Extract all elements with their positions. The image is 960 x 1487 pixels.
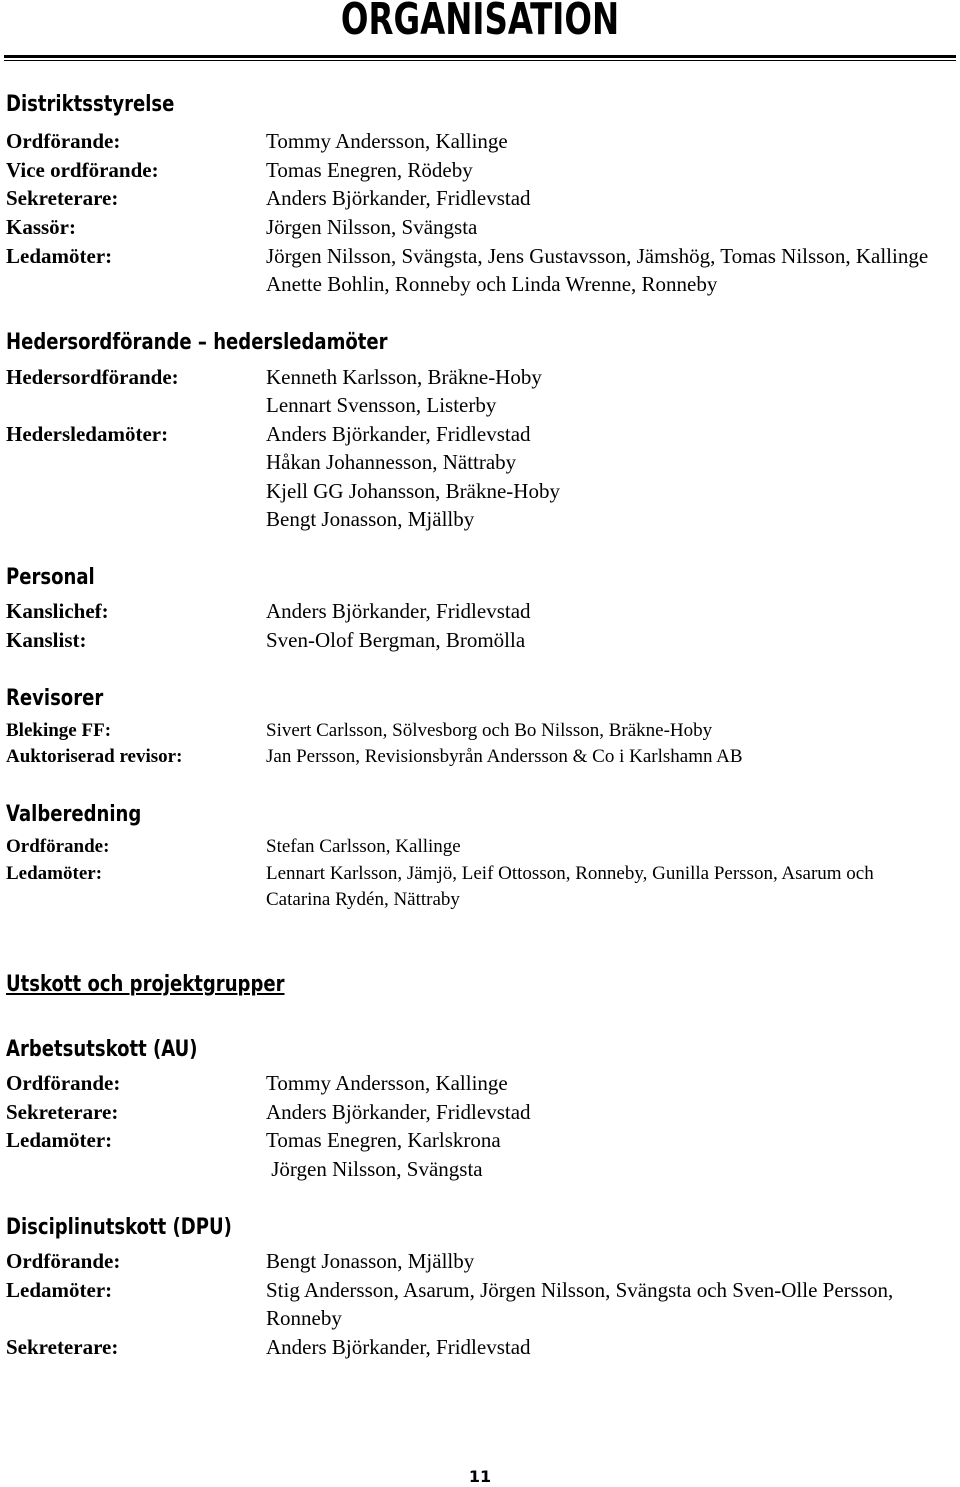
section-heading-revisorer: Revisorer <box>6 686 104 711</box>
row-value: Anders Björkander, Fridlevstad <box>266 1335 531 1359</box>
row-value: Stefan Carlsson, Kallinge <box>266 836 461 857</box>
page-number: 11 <box>468 1467 492 1486</box>
row-label: Sekreterare: <box>6 1100 119 1124</box>
row-value: Jan Persson, Revisionsbyrån Andersson & Co i Karlshamn AB <box>266 746 743 767</box>
row-label: Ledamöter: <box>6 1128 113 1152</box>
row-value: Anders Björkander, Fridlevstad <box>266 599 531 623</box>
row-label: Hedersledamöter: <box>6 422 169 446</box>
section-heading-personal: Personal <box>6 565 95 590</box>
row-value: Lennart Svensson, Listerby <box>266 393 497 417</box>
title-rule-thin <box>4 60 956 61</box>
title-rule <box>4 55 956 58</box>
row-label: Ledamöter: <box>6 863 103 884</box>
row-label: Ordförande: <box>6 1071 121 1095</box>
row-label: Ordförande: <box>6 1249 121 1273</box>
row-value: Håkan Johannesson, Nättraby <box>266 450 517 474</box>
row-value: Tomas Enegren, Karlskrona <box>266 1128 501 1152</box>
row-value: Sivert Carlsson, Sölvesborg och Bo Nilsson, Bräkne-Hoby <box>266 720 713 741</box>
row-value: Tomas Enegren, Rödeby <box>266 158 473 182</box>
row-label: Ordförande: <box>6 129 121 153</box>
row-value: Jörgen Nilsson, Svängsta <box>266 1157 483 1181</box>
row-value: Stig Andersson, Asarum, Jörgen Nilsson, Svängsta och Sven-Olle Persson, Ronneby <box>266 1278 894 1330</box>
row-label: Ledamöter: <box>6 244 113 268</box>
row-value: Kenneth Karlsson, Bräkne-Hoby <box>266 365 542 389</box>
row-value: Anders Björkander, Fridlevstad <box>266 1100 531 1124</box>
row-value: Anders Björkander, Fridlevstad <box>266 422 531 446</box>
page-title: ORGANISATION <box>340 0 620 45</box>
row-value: Anders Björkander, Fridlevstad <box>266 186 531 210</box>
row-value: Bengt Jonasson, Mjällby <box>266 1249 475 1273</box>
section-heading-heders: Hedersordförande – hedersledamöter <box>6 330 388 355</box>
section-heading-au: Arbetsutskott (AU) <box>6 1037 198 1062</box>
row-label: Hedersordförande: <box>6 365 179 389</box>
row-label: Auktoriserad revisor: <box>6 746 183 767</box>
section-heading-distriktsstyrelse: Distriktsstyrelse <box>6 92 175 117</box>
section-heading-utskott: Utskott och projektgrupper <box>6 972 285 997</box>
row-value: Kjell GG Johansson, Bräkne-Hoby <box>266 479 560 503</box>
section-heading-valberedning: Valberedning <box>6 802 142 827</box>
row-label: Kanslichef: <box>6 599 109 623</box>
row-label: Vice ordförande: <box>6 158 159 182</box>
row-label: Kassör: <box>6 215 76 239</box>
row-value: Jörgen Nilsson, Svängsta <box>266 215 478 239</box>
row-label: Ledamöter: <box>6 1278 113 1302</box>
row-value: Tommy Andersson, Kallinge <box>266 1071 508 1095</box>
row-label: Kanslist: <box>6 628 87 652</box>
row-value: Sven-Olof Bergman, Bromölla <box>266 628 526 652</box>
row-value: Jörgen Nilsson, Svängsta, Jens Gustavsson, Jämshög, Tomas Nilsson, Kallinge Anette Bohlin, Ronneby och Linda Wrenne, Ronneby <box>266 244 929 296</box>
row-value: Lennart Karlsson, Jämjö, Leif Ottosson, Ronneby, Gunilla Persson, Asarum och Catarina Rydén, Nättraby <box>266 863 874 910</box>
section-heading-dpu: Disciplinutskott (DPU) <box>6 1215 232 1240</box>
row-label: Sekreterare: <box>6 186 119 210</box>
row-value: Tommy Andersson, Kallinge <box>266 129 508 153</box>
row-label: Sekreterare: <box>6 1335 119 1359</box>
row-label: Blekinge FF: <box>6 720 112 741</box>
row-value: Bengt Jonasson, Mjällby <box>266 507 475 531</box>
row-label: Ordförande: <box>6 836 110 857</box>
